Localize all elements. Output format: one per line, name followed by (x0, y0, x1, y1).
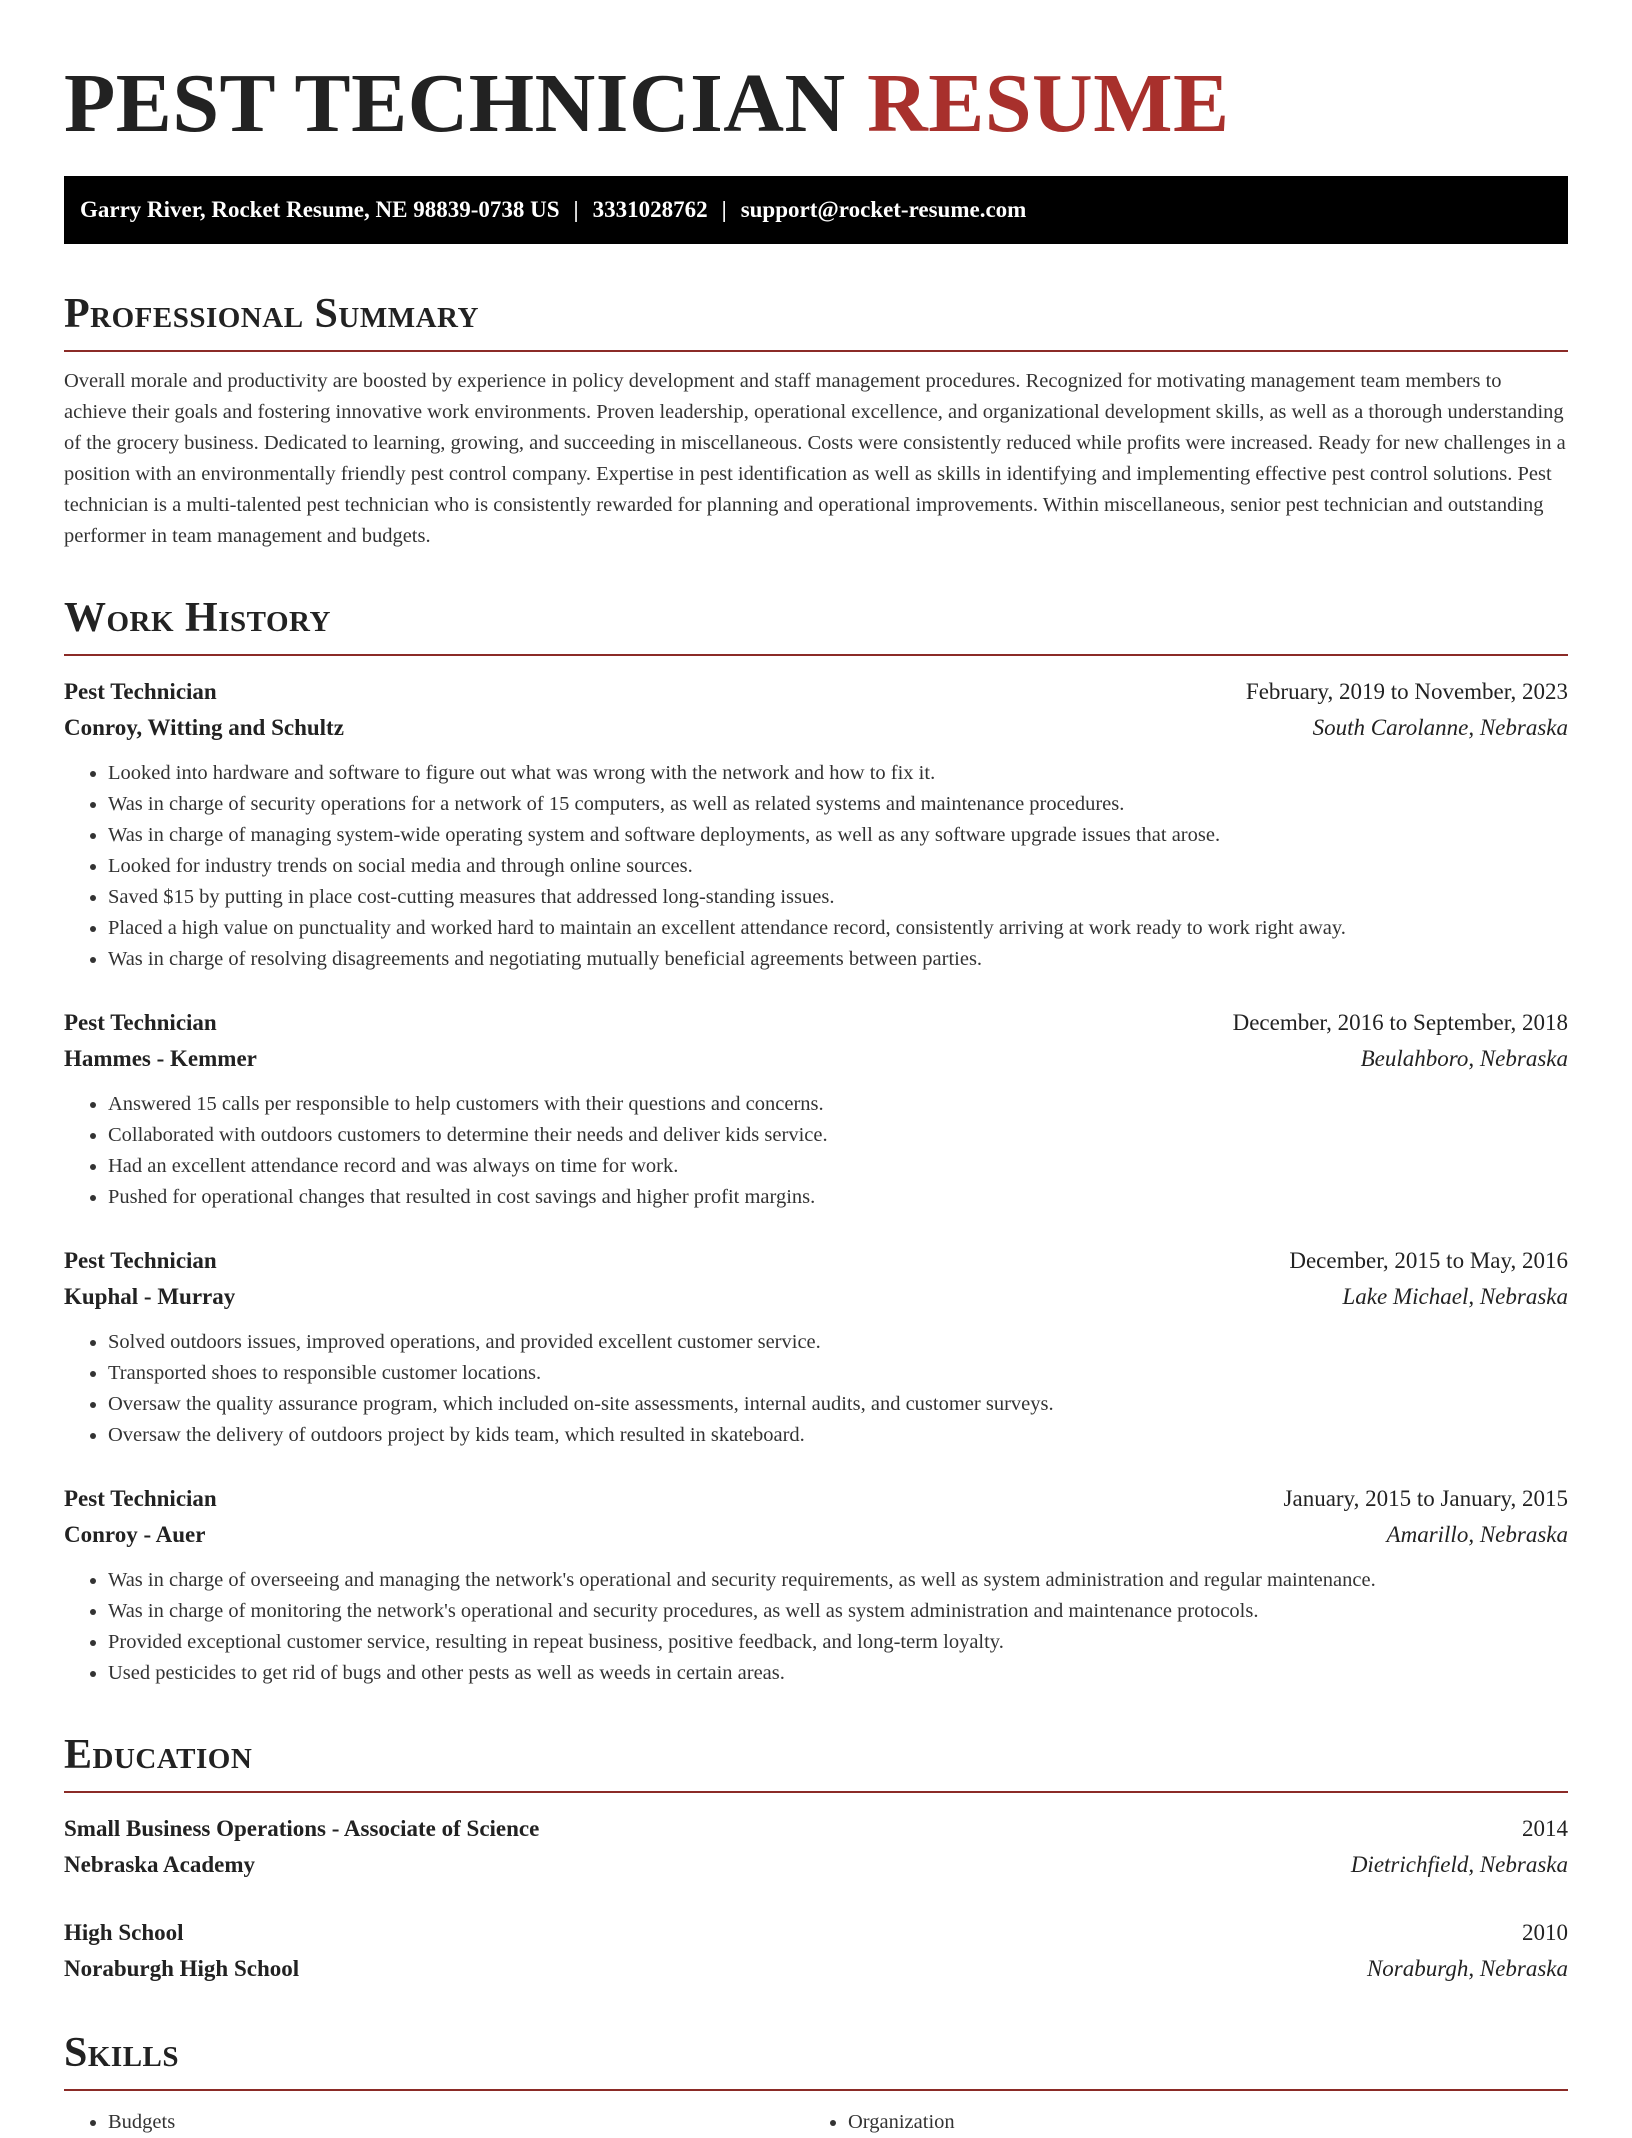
title-accent: RESUME (867, 57, 1230, 150)
contact-separator: | (573, 197, 579, 222)
list-item: • Budgets (108, 2107, 804, 2138)
job-company: Conroy - Auer (64, 1522, 206, 1547)
education-location: Dietrichfield, Nebraska (1350, 1852, 1568, 1877)
list-item: • Pushed for operational changes that resulted in cost savings and higher profit margins. (108, 1182, 1568, 1213)
skills-heading: Skills (64, 2027, 1568, 2091)
job-company-row (64, 1279, 1568, 1315)
education-entry (64, 1811, 1568, 1883)
list-item: • Looked into hardware and software to figure out what was wrong with the network and how to fix it. (108, 758, 1568, 789)
contact-bar (64, 176, 1568, 244)
job-location: Amarillo, Nebraska (1386, 1522, 1568, 1547)
job-entry (64, 1481, 1568, 1689)
job-dates: January, 2015 to January, 2015 (1283, 1486, 1568, 1511)
job-location: South Carolanne, Nebraska (1312, 715, 1568, 740)
list-item: • Provided exceptional customer service, resulting in repeat business, positive feedback, and long-term loyalty. (108, 1627, 1568, 1658)
summary-heading: Professional Summary (64, 288, 1568, 352)
job-dates: February, 2019 to November, 2023 (1245, 679, 1568, 704)
work-history-section (64, 592, 1568, 1689)
list-item: • Solved outdoors issues, improved operations, and provided excellent customer service. (108, 1327, 1568, 1358)
job-dates: December, 2015 to May, 2016 (1289, 1248, 1568, 1273)
list-item: • Placed a high value on punctuality and worked hard to maintain an excellent attendance record, consistently arriving at work ready to work right away. (108, 913, 1568, 944)
resume-title (64, 0, 1568, 150)
job-header-row (64, 1005, 1568, 1041)
job-title: Pest Technician (64, 1486, 217, 1511)
education-degree-row (64, 1915, 1568, 1951)
summary-section (64, 288, 1568, 552)
work-history-heading: Work History (64, 592, 1568, 656)
job-entry (64, 674, 1568, 975)
list-item: • Collaborated with outdoors customers to determine their needs and deliver kids service. (108, 1120, 1568, 1151)
job-title: Pest Technician (64, 1248, 217, 1273)
list-item: • Looked for industry trends on social media and through online sources. (108, 851, 1568, 882)
job-dates: December, 2016 to September, 2018 (1232, 1010, 1568, 1035)
contact-separator: | (721, 197, 727, 222)
education-school: Noraburgh High School (64, 1956, 300, 1981)
list-item: • Had an excellent attendance record and was always on time for work. (108, 1151, 1568, 1182)
job-location: Lake Michael, Nebraska (1342, 1284, 1568, 1309)
list-item: • Answered 15 calls per responsible to help customers with their questions and concerns. (108, 1089, 1568, 1120)
contact-address: Garry River, Rocket Resume, NE 98839-0738 US (80, 197, 560, 222)
list-item: • Was in charge of security operations for a network of 15 computers, as well as related systems and maintenance procedures. (108, 789, 1568, 820)
education-location: Noraburgh, Nebraska (1366, 1956, 1568, 1981)
job-location: Beulahboro, Nebraska (1360, 1046, 1568, 1071)
education-degree: Small Business Operations - Associate of Science (64, 1816, 540, 1841)
summary-text: Overall morale and productivity are boosted by experience in policy development and staff management procedures. Recognized for motivating management team members to achieve their goals and fostering innovative work environments. Proven leadership, operational excellence, and organizational development skills, as well as a thorough understanding of the grocery business. Dedicated to learning, growing, and succeeding in miscellaneous. Costs were consistently reduced while profits were increased. Ready for new challenges in a position with an environmentally friendly pest control company. Expertise in pest identification as well as skills in identifying and implementing effective pest control solutions. Pest technician is a multi-talented pest technician who is consistently rewarded for planning and operational improvements. Within miscellaneous, senior pest technician and outstanding performer in team management and budgets. (64, 370, 1566, 547)
contact-phone: 3331028762 (592, 197, 708, 222)
job-company-row (64, 1517, 1568, 1553)
education-school-row (64, 1951, 1568, 1987)
job-header-row (64, 1481, 1568, 1517)
list-item: • Was in charge of managing system-wide operating system and software deployments, as well as any software upgrade issues that arose. (108, 820, 1568, 851)
education-year: 2010 (1522, 1920, 1568, 1945)
list-item: • Was in charge of monitoring the network's operational and security procedures, as well as system administration and maintenance protocols. (108, 1596, 1568, 1627)
education-degree: High School (64, 1920, 184, 1945)
education-school-row (64, 1847, 1568, 1883)
job-entry (64, 1243, 1568, 1451)
job-bullets (64, 1089, 1568, 1213)
job-entry (64, 1005, 1568, 1213)
job-header-row (64, 674, 1568, 710)
job-title: Pest Technician (64, 1010, 217, 1035)
job-company-row (64, 1041, 1568, 1077)
job-bullets (64, 1327, 1568, 1451)
education-year: 2014 (1522, 1816, 1568, 1841)
job-company-row (64, 710, 1568, 746)
education-school: Nebraska Academy (64, 1852, 256, 1877)
list-item: • Transported shoes to responsible customer locations. (108, 1358, 1568, 1389)
job-title: Pest Technician (64, 679, 217, 704)
resume-page (64, 0, 1568, 2138)
skills-section (64, 2027, 1568, 2138)
list-item: • Was in charge of overseeing and managing the network's operational and security requirements, as well as system administration and regular maintenance. (108, 1565, 1568, 1596)
list-item: • Was in charge of resolving disagreements and negotiating mutually beneficial agreements between parties. (108, 944, 1568, 975)
job-bullets (64, 758, 1568, 975)
list-item: • Oversaw the delivery of outdoors project by kids team, which resulted in skateboard. (108, 1420, 1568, 1451)
list-item: • Saved $15 by putting in place cost-cutting measures that addressed long-standing issues. (108, 882, 1568, 913)
list-item: • Organization (848, 2107, 1544, 2138)
education-entry (64, 1915, 1568, 1987)
list-item: • Used pesticides to get rid of bugs and other pests as well as weeds in certain areas. (108, 1658, 1568, 1689)
job-header-row (64, 1243, 1568, 1279)
education-degree-row (64, 1811, 1568, 1847)
job-company: Hammes - Kemmer (64, 1046, 257, 1071)
education-heading: Education (64, 1729, 1568, 1793)
title-main: PEST TECHNICIAN (64, 57, 846, 150)
job-company: Kuphal - Murray (64, 1284, 236, 1309)
list-item: • Oversaw the quality assurance program, which included on-site assessments, internal audits, and customer surveys. (108, 1389, 1568, 1420)
job-company: Conroy, Witting and Schultz (64, 715, 344, 740)
contact-email[interactable]: support@rocket-resume.com (740, 197, 1027, 222)
job-bullets (64, 1565, 1568, 1689)
education-section (64, 1729, 1568, 1987)
